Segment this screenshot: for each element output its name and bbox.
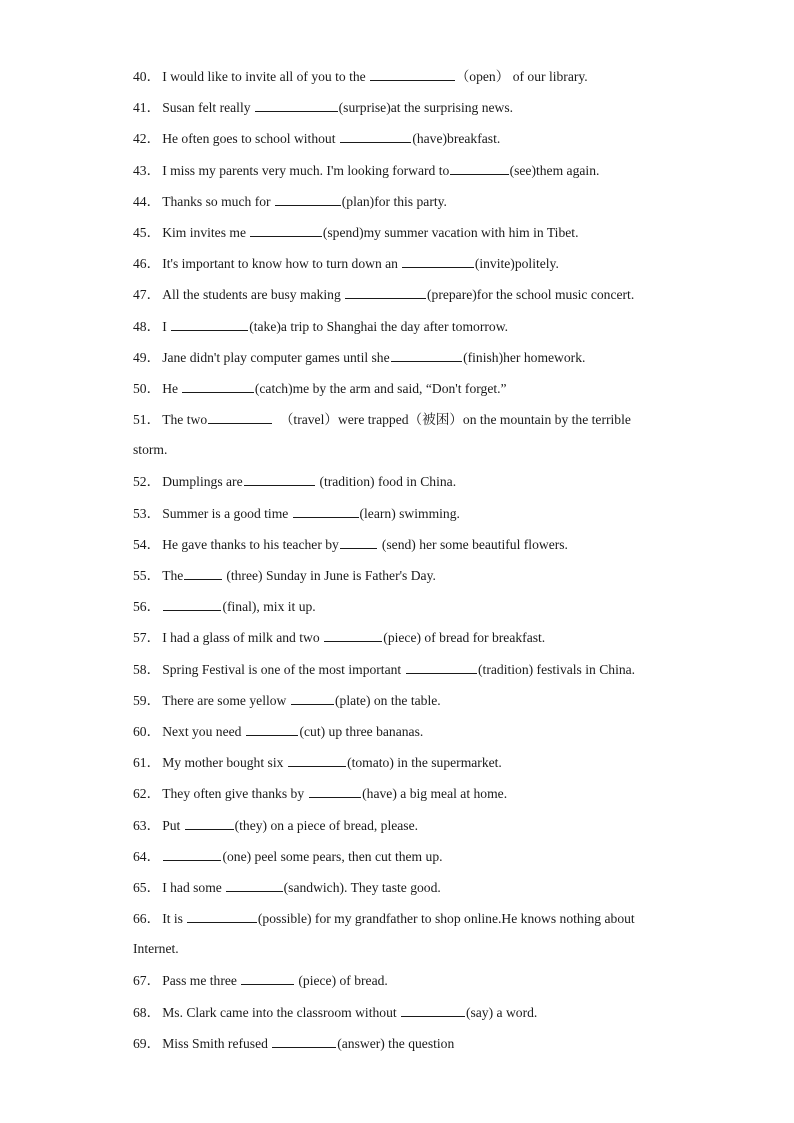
question-text-before: My mother bought six <box>162 755 287 771</box>
exercise-line <box>133 191 673 222</box>
question-text-after: (cut) up three bananas. <box>299 723 424 739</box>
question-text-after: (say) a word. <box>465 1004 538 1020</box>
question-text-before: Jane didn't play computer games until she <box>162 349 390 365</box>
question-number: 61． <box>133 755 161 771</box>
answer-blank[interactable] <box>309 783 362 798</box>
question-number: 64． <box>133 848 161 864</box>
question-number: 46． <box>133 256 161 272</box>
exercise-line <box>133 1033 673 1064</box>
question-text-after: (surprise)at the surprising news. <box>338 100 514 116</box>
question-text-before: Kim invites me <box>162 224 250 240</box>
question-text-after: (answer) the question <box>337 1035 455 1051</box>
answer-blank[interactable] <box>275 191 341 206</box>
question-text-before: It is <box>162 911 187 927</box>
question-number: 63． <box>133 817 161 833</box>
exercise-line <box>133 815 673 846</box>
answer-blank[interactable] <box>171 316 248 331</box>
question-text-before: The <box>162 568 184 583</box>
question-text-after: (catch)me by the arm and said, “Don't forget.” <box>254 380 507 396</box>
question-text-before: I had a glass of milk and two <box>162 630 324 646</box>
answer-blank[interactable] <box>293 503 359 518</box>
exercise-line <box>133 908 673 939</box>
question-text-after: （open） of our library. <box>455 69 588 84</box>
question-text-before: Put <box>162 817 184 833</box>
answer-blank[interactable] <box>345 284 426 299</box>
question-text-after: (tomato) in the supermarket. <box>347 755 502 771</box>
question-number: 60． <box>133 723 161 739</box>
exercise-line <box>133 471 673 502</box>
answer-blank[interactable] <box>406 659 477 674</box>
answer-blank[interactable] <box>402 253 473 268</box>
answer-blank[interactable] <box>241 970 294 985</box>
question-text-after: (learn) swimming. <box>359 505 460 521</box>
answer-blank[interactable] <box>184 565 222 580</box>
question-text-after: (piece) of bread. <box>294 973 388 989</box>
question-text-before: Dumplings are <box>162 474 243 490</box>
exercise-line <box>133 440 673 471</box>
question-text-after: (prepare)for the school music concert. <box>427 287 635 303</box>
exercise-line <box>133 846 673 877</box>
question-text-before: Thanks so much for <box>162 193 274 209</box>
question-text-before: storm. <box>133 442 168 458</box>
question-number: 67． <box>133 973 161 989</box>
answer-blank[interactable] <box>226 877 282 892</box>
exercise-line <box>133 534 673 565</box>
exercise-line <box>133 1002 673 1033</box>
exercise-line <box>133 627 673 658</box>
exercise-line <box>133 877 673 908</box>
exercise-line <box>133 596 673 627</box>
question-number: 57． <box>133 630 161 646</box>
question-text-before: The two <box>162 412 208 428</box>
exercise-line <box>133 222 673 253</box>
question-text-before: I miss my parents very much. I'm looking forward to <box>162 162 450 178</box>
answer-blank[interactable] <box>185 815 234 830</box>
question-text-before: He <box>162 380 182 396</box>
question-text-after: (final), mix it up. <box>222 599 316 615</box>
question-number: 52． <box>133 474 161 490</box>
exercise-line <box>133 128 673 159</box>
exercise-line <box>133 160 673 191</box>
answer-blank[interactable] <box>288 752 346 767</box>
question-text-after: (they) on a piece of bread, please. <box>234 817 419 833</box>
exercise-line <box>133 503 673 534</box>
answer-blank[interactable] <box>370 66 455 81</box>
answer-blank[interactable] <box>244 471 315 486</box>
exercise-line <box>133 284 673 315</box>
question-text-before: He gave thanks to his teacher by <box>162 536 339 552</box>
question-text-before: It's important to know how to turn down an <box>162 256 402 272</box>
exercise-line <box>133 378 673 409</box>
question-text-after: (spend)my summer vacation with him in Tibet. <box>322 224 579 240</box>
question-number: 58． <box>133 661 161 677</box>
question-number: 48． <box>133 318 161 334</box>
question-number: 40． <box>133 69 161 84</box>
question-text-before: All the students are busy making <box>162 287 345 303</box>
question-text-after: (finish)her homework. <box>463 349 586 365</box>
question-text-before: He often goes to school without <box>162 131 339 147</box>
answer-blank[interactable] <box>163 596 221 611</box>
question-text-after: (tradition) festivals in China. <box>478 661 636 677</box>
exercise-line <box>133 721 673 752</box>
question-text-after: （travel）were trapped（被困）on the mountain by the terrible <box>273 412 631 428</box>
answer-blank[interactable] <box>391 347 462 362</box>
question-number: 56． <box>133 599 161 615</box>
question-text-after: (sandwich). They taste good. <box>283 879 441 895</box>
answer-blank[interactable] <box>255 97 338 112</box>
question-number: 41． <box>133 100 161 116</box>
question-number: 62． <box>133 786 161 802</box>
answer-blank[interactable] <box>401 1002 465 1017</box>
exercise-line <box>133 253 673 284</box>
exercise-line <box>133 409 673 440</box>
question-text-after: (plate) on the table. <box>335 692 441 708</box>
exercise-line <box>133 347 673 378</box>
question-text-before: I <box>162 318 171 334</box>
question-number: 68． <box>133 1004 161 1020</box>
answer-blank[interactable] <box>340 534 378 549</box>
exercise-line <box>133 66 673 97</box>
answer-blank[interactable] <box>246 721 299 736</box>
question-text-after: (one) peel some pears, then cut them up. <box>222 848 443 864</box>
question-number: 66． <box>133 911 161 927</box>
question-text-after: (send) her some beautiful flowers. <box>378 536 568 552</box>
question-number: 43． <box>133 162 161 178</box>
question-text-after: (see)them again. <box>509 162 600 178</box>
question-number: 51． <box>133 412 161 428</box>
exercise-line <box>133 970 673 1001</box>
question-number: 42． <box>133 131 161 147</box>
question-text-before: Internet. <box>133 941 179 957</box>
answer-blank[interactable] <box>182 378 253 393</box>
exercise-line <box>133 659 673 690</box>
answer-blank[interactable] <box>272 1033 336 1048</box>
question-number: 55． <box>133 568 161 583</box>
answer-blank[interactable] <box>187 908 257 923</box>
question-number: 69． <box>133 1035 161 1051</box>
question-text-before: Ms. Clark came into the classroom without <box>162 1004 401 1020</box>
exercise-line <box>133 565 673 596</box>
question-text-before: Next you need <box>162 723 245 739</box>
question-number: 47． <box>133 287 161 303</box>
question-number: 54． <box>133 536 161 552</box>
question-text-before: There are some yellow <box>162 692 290 708</box>
answer-blank[interactable] <box>208 409 272 424</box>
question-text-after: (piece) of bread for breakfast. <box>383 630 546 646</box>
question-text-after: (have)breakfast. <box>412 131 501 147</box>
exercise-line <box>133 783 673 814</box>
question-number: 59． <box>133 692 161 708</box>
question-text-after: (invite)politely. <box>474 256 559 272</box>
question-number: 45． <box>133 224 161 240</box>
answer-blank[interactable] <box>250 222 321 237</box>
exercise-line <box>133 939 673 970</box>
question-text-after: (take)a trip to Shanghai the day after tomorrow. <box>249 318 509 334</box>
exercise-list <box>133 66 673 1064</box>
question-text-before: I had some <box>162 879 226 895</box>
question-text-before: Pass me three <box>162 973 241 989</box>
question-number: 50． <box>133 380 161 396</box>
question-text-before: Summer is a good time <box>162 505 292 521</box>
exercise-line <box>133 97 673 128</box>
exercise-line <box>133 316 673 347</box>
question-number: 44． <box>133 193 161 209</box>
answer-blank[interactable] <box>324 627 382 642</box>
answer-blank[interactable] <box>450 160 508 175</box>
question-text-before: Susan felt really <box>162 100 254 116</box>
question-text-before: I would like to invite all of you to the <box>162 69 370 84</box>
question-text-after: (have) a big meal at home. <box>362 786 508 802</box>
answer-blank[interactable] <box>340 128 411 143</box>
question-text-after: (plan)for this party. <box>341 193 447 209</box>
exercise-line <box>133 752 673 783</box>
question-text-after: (three) Sunday in June is Father's Day. <box>222 568 436 583</box>
question-text-after: (possible) for my grandfather to shop online.He knows nothing about <box>257 911 635 927</box>
question-text-after: (tradition) food in China. <box>316 474 457 490</box>
exercise-line <box>133 690 673 721</box>
answer-blank[interactable] <box>291 690 334 705</box>
answer-blank[interactable] <box>163 846 221 861</box>
question-number: 49． <box>133 349 161 365</box>
question-number: 53． <box>133 505 161 521</box>
question-text-before: They often give thanks by <box>162 786 308 802</box>
question-number: 65． <box>133 879 161 895</box>
question-text-before: Miss Smith refused <box>162 1035 272 1051</box>
question-text-before: Spring Festival is one of the most important <box>162 661 405 677</box>
